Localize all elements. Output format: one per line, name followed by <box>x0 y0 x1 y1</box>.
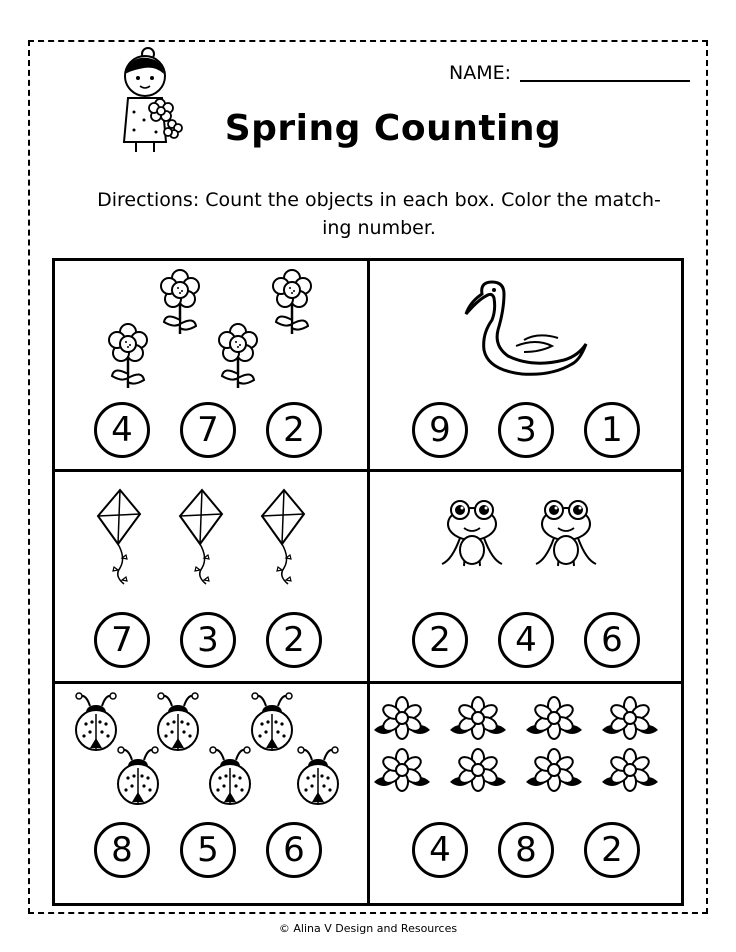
page-title <box>0 108 736 149</box>
number-choice-box4-3[interactable]: 6 <box>584 612 640 668</box>
number-choice-box2-1[interactable]: 9 <box>412 402 468 458</box>
ladybug-icon <box>118 747 158 804</box>
frog-icon <box>536 501 596 566</box>
daisy-icon <box>450 697 506 739</box>
box-3-art <box>80 484 350 594</box>
number-choice-box5-3[interactable]: 6 <box>266 822 322 878</box>
box-6-art <box>372 690 682 800</box>
ladybug-icon <box>252 693 292 750</box>
frog-icon <box>442 501 502 566</box>
daisy-icon <box>602 749 658 791</box>
ladybug-icon <box>210 747 250 804</box>
number-choice-box4-2[interactable]: 4 <box>498 612 554 668</box>
ladybug-icon <box>158 693 198 750</box>
directions-text: Directions: Count the objects in each box. Color the match- ing number. <box>97 189 661 239</box>
number-choice-box6-3[interactable]: 2 <box>584 822 640 878</box>
flower-icon <box>273 270 311 334</box>
number-choice-box6-2[interactable]: 8 <box>498 822 554 878</box>
flower-icon <box>219 324 257 388</box>
daisy-icon <box>602 697 658 739</box>
grid-divider-row-2 <box>52 681 684 684</box>
number-choice-box2-3[interactable]: 1 <box>584 402 640 458</box>
number-choice-box3-1[interactable]: 7 <box>94 612 150 668</box>
kite-icon <box>180 490 222 584</box>
box-5-art <box>58 686 358 816</box>
grid-divider-row-1 <box>52 469 684 472</box>
name-label: NAME: <box>449 62 512 84</box>
flower-icon <box>161 270 199 334</box>
number-choice-box3-2[interactable]: 3 <box>180 612 236 668</box>
daisy-icon <box>526 697 582 739</box>
number-choice-box2-2[interactable]: 3 <box>498 402 554 458</box>
daisy-icon <box>374 749 430 791</box>
ladybug-icon <box>76 693 116 750</box>
daisy-icon <box>450 749 506 791</box>
page-title-text: Spring Counting <box>224 108 562 149</box>
number-choice-box1-1[interactable]: 4 <box>94 402 150 458</box>
box-4-art <box>420 484 620 594</box>
number-choice-box5-1[interactable]: 8 <box>94 822 150 878</box>
number-choice-box4-1[interactable]: 2 <box>412 612 468 668</box>
flower-icon <box>109 324 147 388</box>
number-choice-box1-3[interactable]: 2 <box>266 402 322 458</box>
number-choice-box3-3[interactable]: 2 <box>266 612 322 668</box>
number-choice-box5-2[interactable]: 5 <box>180 822 236 878</box>
name-input-line[interactable] <box>520 80 690 82</box>
kite-icon <box>262 490 304 584</box>
kite-icon <box>98 490 140 584</box>
number-choice-box6-1[interactable]: 4 <box>412 822 468 878</box>
grid-divider-vertical <box>367 258 370 906</box>
swan-icon <box>462 280 602 380</box>
ladybug-icon <box>298 747 338 804</box>
copyright-text: © Alina V Design and Resources <box>278 922 458 935</box>
box-1-art <box>80 262 350 392</box>
number-choice-box1-2[interactable]: 7 <box>180 402 236 458</box>
daisy-icon <box>526 749 582 791</box>
daisy-icon <box>374 697 430 739</box>
